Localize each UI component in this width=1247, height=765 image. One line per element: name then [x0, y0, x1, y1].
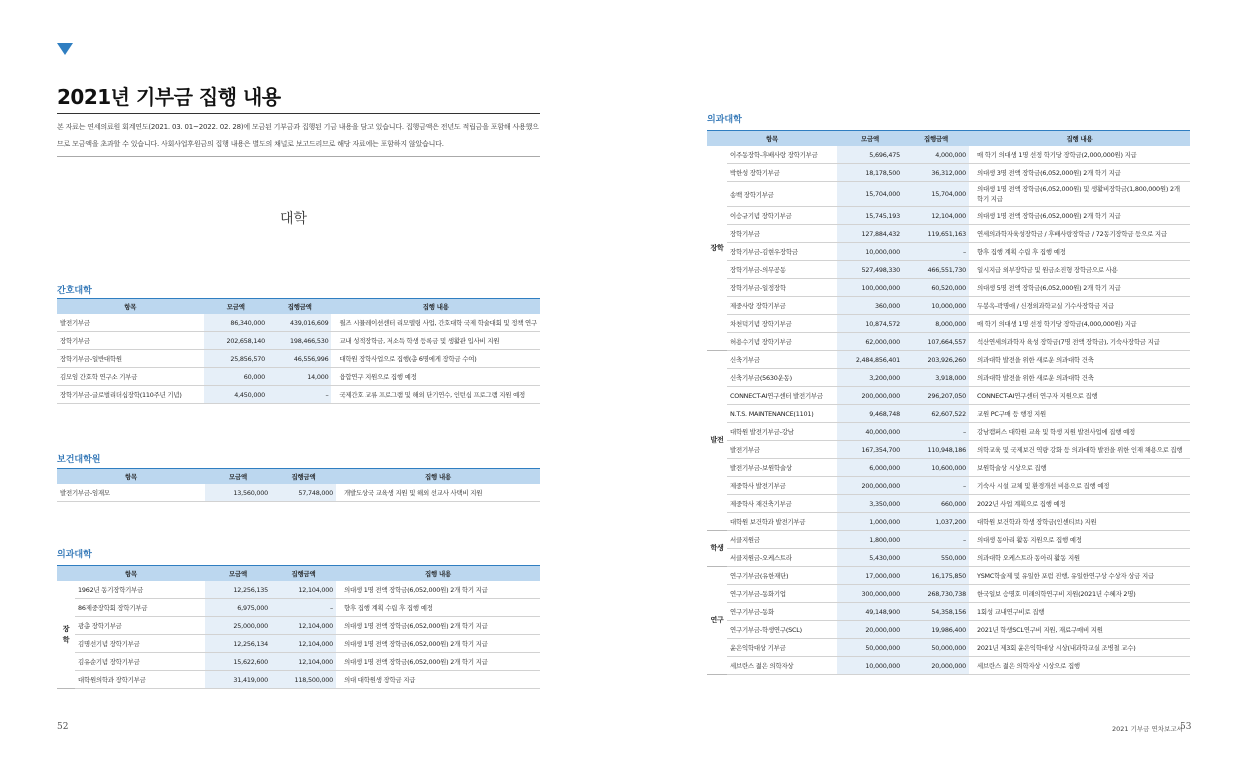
table-row: [707, 513, 1190, 531]
cell-item: 송백 장학기부금: [727, 182, 837, 207]
table-row: [707, 441, 1190, 459]
triangle-marker-icon: [57, 43, 73, 55]
cell-raised: 6,975,000: [205, 599, 271, 617]
cell-item: 장학기부금: [57, 332, 204, 350]
cell-content: 의대생 3명 전액 장학금(6,052,000원) 2개 학기 지급: [969, 164, 1190, 182]
cell-executed: –: [268, 386, 332, 404]
cell-content: 세브란스 젊은 의학자상 시상으로 집행: [969, 657, 1190, 675]
cell-item: 장학기부금-의무공동: [727, 261, 837, 279]
cell-raised: 200,000,000: [837, 387, 903, 405]
cell-executed: 268,730,738: [903, 585, 969, 603]
cell-raised: 31,419,000: [205, 671, 271, 689]
nursing-title: 간호대학: [57, 286, 92, 296]
cell-raised: 5,696,475: [837, 146, 903, 164]
header-raised: 모금액: [837, 131, 903, 147]
cell-executed: 12,104,000: [271, 581, 336, 599]
cell-raised: 1,800,000: [837, 531, 903, 549]
cell-raised: 9,468,748: [837, 405, 903, 423]
cell-executed: 3,918,000: [903, 369, 969, 387]
header-content: 집행 내용: [331, 299, 540, 315]
cell-executed: 19,986,400: [903, 621, 969, 639]
cell-raised: 527,498,330: [837, 261, 903, 279]
table-row: [707, 603, 1190, 621]
cell-raised: 12,256,135: [205, 581, 271, 599]
cell-content: 향후 집행 계획 수립 후 집행 예정: [336, 599, 540, 617]
cell-content: 의대생 1명 전액 장학금(6,052,000원) 및 생활비장학금(1,800,000원) 2개 학기 지급: [969, 182, 1190, 207]
cell-content: 국제간호 교류 프로그램 및 해외 단기연수, 인턴십 프로그램 지원 예정: [331, 386, 540, 404]
table-row: [707, 459, 1190, 477]
cell-executed: –: [903, 243, 969, 261]
cell-executed: –: [271, 599, 336, 617]
cell-item: 허용수기념 장학기부금: [727, 333, 837, 351]
header-executed: 집행금액: [271, 469, 336, 485]
intro-text: 본 자료는 연세의료원 회계연도(2021. 03. 01~2022. 02. 28)에 모금된 기부금과 집행된 기금 내용을 담고 있습니다. 집행금액은 전년도 적립금을 포함해 사용했으므로 모금액을 초과할 수 있습니다. 사회사업후원금의 집행 내용은 별도의 채널로 보고드리므로 해당 자료에는 포함하지 않았습니다.: [57, 123, 539, 148]
cell-item: 발전기부금: [727, 441, 837, 459]
table-row: [57, 599, 540, 617]
cell-content: 매 학기 의대생 1명 선정 학기당 장학금(4,000,000원) 지급: [969, 315, 1190, 333]
cell-executed: 296,207,050: [903, 387, 969, 405]
cell-content: 매 학기 의대생 1명 선정 학기당 장학금(2,000,000원) 지급: [969, 146, 1190, 164]
cell-content: 향후 집행 계획 수립 후 집행 예정: [969, 243, 1190, 261]
cell-item: 1962년 동기장학기부금: [75, 581, 205, 599]
cell-raised: 40,000,000: [837, 423, 903, 441]
cell-executed: 12,104,000: [903, 207, 969, 225]
nursing-table: [57, 298, 540, 404]
cell-raised: 62,000,000: [837, 333, 903, 351]
cell-item: 제중학사 재건축기부금: [727, 495, 837, 513]
cell-raised: 50,000,000: [837, 639, 903, 657]
table-row: [57, 368, 540, 386]
cell-executed: 1,037,200: [903, 513, 969, 531]
header-raised: 모금액: [205, 566, 271, 582]
header-content: 집행 내용: [336, 469, 540, 485]
cell-item: 세브란스 젊은 의학자상: [727, 657, 837, 675]
header-raised: 모금액: [204, 299, 268, 315]
cell-raised: 18,178,500: [837, 164, 903, 182]
table-row: [707, 369, 1190, 387]
header-item: 항목: [57, 299, 204, 315]
cell-executed: –: [903, 423, 969, 441]
table-row: [707, 549, 1190, 567]
table-row: [707, 333, 1190, 351]
header-content: 집행 내용: [969, 131, 1190, 147]
header-raised: 모금액: [205, 469, 271, 485]
cell-raised: 49,148,900: [837, 603, 903, 621]
cell-executed: 203,926,260: [903, 351, 969, 369]
cell-executed: 57,748,000: [271, 484, 336, 502]
cell-content: YSMC학술제 및 유일한 포럼 진행, 유일한연구상 수상자 상금 지급: [969, 567, 1190, 585]
cell-item: 발전기부금-임재모: [57, 484, 205, 502]
cell-item: 김유순기념 장학기부금: [75, 653, 205, 671]
cell-raised: 100,000,000: [837, 279, 903, 297]
table-row: [707, 297, 1190, 315]
group-label: 연구: [707, 567, 727, 675]
cell-content: 의대생 5명 전액 장학금(6,052,000원) 2개 학기 지급: [969, 279, 1190, 297]
cell-raised: 12,256,134: [205, 635, 271, 653]
cell-executed: 550,000: [903, 549, 969, 567]
header-executed: 집행금액: [268, 299, 332, 315]
cell-content: 대학원 보건학과 학생 장학금(인센티브) 지원: [969, 513, 1190, 531]
cell-raised: 4,450,000: [204, 386, 268, 404]
cell-executed: –: [903, 477, 969, 495]
cell-executed: 107,664,557: [903, 333, 969, 351]
table-row: [707, 261, 1190, 279]
cell-executed: 46,556,996: [268, 350, 332, 368]
table-row: [57, 653, 540, 671]
cell-raised: 25,856,570: [204, 350, 268, 368]
cell-item: 이주동장학-후배사랑 장학기부금: [727, 146, 837, 164]
footer-title: 2021 기부금 연차보고서: [1112, 725, 1183, 733]
table-row: [707, 423, 1190, 441]
cell-item: 신축기부금(5630운동): [727, 369, 837, 387]
header-item: 항목: [57, 566, 205, 582]
cell-item: 서클지원금: [727, 531, 837, 549]
cell-item: 연구기부금-동화: [727, 603, 837, 621]
cell-executed: 50,000,000: [903, 639, 969, 657]
cell-executed: 439,016,609: [268, 314, 332, 332]
cell-content: 의대 대학원생 장학금 지급: [336, 671, 540, 689]
cell-content: 의대생 1명 전액 장학금(6,052,000원) 2개 학기 지급: [336, 653, 540, 671]
table-row: [707, 164, 1190, 182]
group-label: 장학: [707, 146, 727, 351]
cell-content: 일시지급 외부장학금 및 원금소진형 장학금으로 사용: [969, 261, 1190, 279]
table-row: [707, 315, 1190, 333]
table-row: [57, 581, 540, 599]
cell-content: 융합연구 지원으로 집행 예정: [331, 368, 540, 386]
cell-raised: 10,000,000: [837, 657, 903, 675]
page-number-left: 52: [57, 722, 69, 732]
cell-executed: –: [903, 531, 969, 549]
cell-executed: 198,466,530: [268, 332, 332, 350]
cell-item: 광총 장학기부금: [75, 617, 205, 635]
cell-content: 의대생 1명 전액 장학금(6,052,000원) 2개 학기 지급: [336, 635, 540, 653]
table-row: [57, 635, 540, 653]
title-divider: [57, 113, 540, 114]
header-item: 항목: [707, 131, 837, 147]
cell-raised: 10,000,000: [837, 243, 903, 261]
cell-executed: 60,520,000: [903, 279, 969, 297]
cell-executed: 54,358,156: [903, 603, 969, 621]
cell-executed: 62,607,522: [903, 405, 969, 423]
cell-executed: 118,500,000: [271, 671, 336, 689]
cell-raised: 60,000: [204, 368, 268, 386]
med-left-table: [57, 565, 540, 689]
health-table: [57, 468, 540, 502]
med-right-title: 의과대학: [707, 115, 742, 125]
group-label: 발전: [707, 351, 727, 531]
cell-executed: 12,104,000: [271, 617, 336, 635]
university-heading: 대학: [280, 211, 308, 227]
cell-item: 윤은익학대상 기부금: [727, 639, 837, 657]
table-row: [707, 495, 1190, 513]
cell-content: 의대생 1명 전액 장학금(6,052,000원) 2개 학기 지급: [336, 617, 540, 635]
table-row: [57, 617, 540, 635]
table-row: [57, 314, 540, 332]
header-item: 항목: [57, 469, 205, 485]
cell-raised: 15,704,000: [837, 182, 903, 207]
cell-item: 장학기부금-일정장학: [727, 279, 837, 297]
cell-content: 의학교육 및 국제보건 역량 강화 등 의과대학 발전을 위한 인재 채용으로 집행: [969, 441, 1190, 459]
table-row: [707, 207, 1190, 225]
table-row: [707, 351, 1190, 369]
cell-content: 교내 성적장학금, 저소득 학생 등록금 및 생활관 입사비 지원: [331, 332, 540, 350]
table-row: [707, 567, 1190, 585]
cell-item: 연구기부금(유한재단): [727, 567, 837, 585]
page-number-right: 53: [1180, 722, 1192, 732]
cell-raised: 13,560,000: [205, 484, 271, 502]
header-executed: 집행금액: [271, 566, 336, 582]
cell-executed: 14,000: [268, 368, 332, 386]
table-row: [707, 387, 1190, 405]
cell-raised: 200,000,000: [837, 477, 903, 495]
cell-raised: 10,874,572: [837, 315, 903, 333]
table-row: [57, 350, 540, 368]
cell-item: 장학기부금-일반대학원: [57, 350, 204, 368]
cell-executed: 8,000,000: [903, 315, 969, 333]
cell-content: 1회성 교내연구비로 집행: [969, 603, 1190, 621]
cell-raised: 127,884,432: [837, 225, 903, 243]
group-label: 학생: [707, 531, 727, 567]
cell-item: 연구기부금-학생연구(SCL): [727, 621, 837, 639]
table-row: [57, 671, 540, 689]
cell-item: 대학원 보건학과 발전기부금: [727, 513, 837, 531]
table-row: [707, 639, 1190, 657]
cell-content: 연세의과학자육성장학금 / 후배사랑장학금 / 72동기장학금 등으로 지급: [969, 225, 1190, 243]
cell-item: 제중사랑 장학기부금: [727, 297, 837, 315]
cell-content: 교원 PC구매 등 행정 지원: [969, 405, 1190, 423]
cell-raised: 300,000,000: [837, 585, 903, 603]
cell-item: 김모임 간호학 연구소 기부금: [57, 368, 204, 386]
cell-item: 서클지원금-오케스트라: [727, 549, 837, 567]
page-title: 2021년 기부금 집행 내용: [57, 85, 281, 109]
cell-item: 장학기부금-김현우장학금: [727, 243, 837, 261]
cell-executed: 15,704,000: [903, 182, 969, 207]
cell-content: 의대생 1명 전액 장학금(6,052,000원) 2개 학기 지급: [336, 581, 540, 599]
table-row: [707, 225, 1190, 243]
cell-content: 한국일보 승명호 미래의학연구비 지원(2021년 수혜자 2명): [969, 585, 1190, 603]
cell-executed: 16,175,850: [903, 567, 969, 585]
cell-content: 의대생 동아리 활동 지원으로 집행 예정: [969, 531, 1190, 549]
cell-content: 2022년 사업 계획으로 집행 예정: [969, 495, 1190, 513]
cell-raised: 1,000,000: [837, 513, 903, 531]
cell-content: 두봉옥-곽명애 / 신경외과학교실 기수사장학금 지급: [969, 297, 1190, 315]
cell-content: 의대생 1명 전액 장학금(6,052,000원) 2개 학기 지급: [969, 207, 1190, 225]
cell-content: 강남캠퍼스 대학원 교육 및 학생 지원 발전사업에 집행 예정: [969, 423, 1190, 441]
cell-content: CONNECT-AI연구센터 연구자 지원으로 집행: [969, 387, 1190, 405]
cell-executed: 466,551,730: [903, 261, 969, 279]
cell-content: 의과대학 오케스트라 동아리 활동 지원: [969, 549, 1190, 567]
table-row: [707, 621, 1190, 639]
cell-executed: 20,000,000: [903, 657, 969, 675]
table-row: [57, 386, 540, 404]
cell-raised: 2,484,856,401: [837, 351, 903, 369]
cell-raised: 86,340,000: [204, 314, 268, 332]
cell-item: 차천덕기념 장학기부금: [727, 315, 837, 333]
cell-content: 석산연세의과학자 육성 장학금(7명 전액 장학금), 기숙사장학금 지급: [969, 333, 1190, 351]
med-left-title: 의과대학: [57, 550, 92, 560]
cell-item: CONNECT-AI연구센터 발전기부금: [727, 387, 837, 405]
cell-content: 2021년 제3회 윤은익학대상 시상(내과학교실 조병철 교수): [969, 639, 1190, 657]
table-row: [57, 484, 540, 502]
cell-item: 연구기부금-동화기업: [727, 585, 837, 603]
table-row: [707, 146, 1190, 164]
cell-raised: 15,622,600: [205, 653, 271, 671]
cell-item: 박한성 장학기부금: [727, 164, 837, 182]
cell-executed: 10,600,000: [903, 459, 969, 477]
cell-raised: 3,200,000: [837, 369, 903, 387]
cell-item: 신축기부금: [727, 351, 837, 369]
table-row: [707, 243, 1190, 261]
cell-content: 개발도상국 교육생 지원 및 해외 선교사 사택비 지원: [336, 484, 540, 502]
cell-content: 의과대학 발전을 위한 새로운 의과대학 건축: [969, 351, 1190, 369]
cell-executed: 119,651,163: [903, 225, 969, 243]
cell-item: 대학원의학과 장학기부금: [75, 671, 205, 689]
table-row: [707, 477, 1190, 495]
table-row: [707, 405, 1190, 423]
cell-executed: 660,000: [903, 495, 969, 513]
cell-item: 제중학사 발전기부금: [727, 477, 837, 495]
group-label: 장학: [57, 581, 75, 689]
cell-raised: 3,350,000: [837, 495, 903, 513]
cell-content: 의과대학 발전을 위한 새로운 의과대학 건축: [969, 369, 1190, 387]
cell-raised: 25,000,000: [205, 617, 271, 635]
cell-content: 윌즈 시뮬레이션센터 리모델링 사업, 간호대학 국제 학술대회 및 정책 연구: [331, 314, 540, 332]
med-right-table: [707, 130, 1190, 675]
table-row: [707, 182, 1190, 207]
cell-item: 발전기부금: [57, 314, 204, 332]
cell-raised: 360,000: [837, 297, 903, 315]
cell-item: 이승규기념 장학기부금: [727, 207, 837, 225]
cell-raised: 202,658,140: [204, 332, 268, 350]
cell-item: 장학기부금-글로벌리더십장학(110주년 기념): [57, 386, 204, 404]
health-title: 보건대학원: [57, 455, 101, 465]
cell-content: 보원학술상 시상으로 집행: [969, 459, 1190, 477]
cell-item: 대학원 발전기부금-강남: [727, 423, 837, 441]
table-row: [707, 585, 1190, 603]
cell-content: 대학원 장학사업으로 집행(총 6명에게 장학금 수여): [331, 350, 540, 368]
header-executed: 집행금액: [903, 131, 969, 147]
cell-raised: 167,354,700: [837, 441, 903, 459]
cell-raised: 15,745,193: [837, 207, 903, 225]
cell-raised: 6,000,000: [837, 459, 903, 477]
table-row: [57, 332, 540, 350]
cell-executed: 4,000,000: [903, 146, 969, 164]
cell-item: N.T.S. MAINTENANCE(1101): [727, 405, 837, 423]
cell-raised: 5,430,000: [837, 549, 903, 567]
cell-item: 발전기부금-보원학술상: [727, 459, 837, 477]
cell-executed: 110,948,186: [903, 441, 969, 459]
cell-item: 장학기부금: [727, 225, 837, 243]
table-row: [707, 279, 1190, 297]
cell-executed: 12,104,000: [271, 635, 336, 653]
cell-raised: 20,000,000: [837, 621, 903, 639]
table-row: [707, 531, 1190, 549]
cell-executed: 36,312,000: [903, 164, 969, 182]
cell-content: 기숙사 시설 교체 및 환경개선 비용으로 집행 예정: [969, 477, 1190, 495]
cell-item: 김명선기념 장학기부금: [75, 635, 205, 653]
header-content: 집행 내용: [336, 566, 540, 582]
table-row: [707, 657, 1190, 675]
intro-divider: [57, 156, 540, 157]
cell-executed: 10,000,000: [903, 297, 969, 315]
cell-item: 86제중장학회 장학기부금: [75, 599, 205, 617]
cell-content: 2021년 학생SCL연구비 지원, 재료구매비 지원: [969, 621, 1190, 639]
cell-raised: 17,000,000: [837, 567, 903, 585]
cell-executed: 12,104,000: [271, 653, 336, 671]
